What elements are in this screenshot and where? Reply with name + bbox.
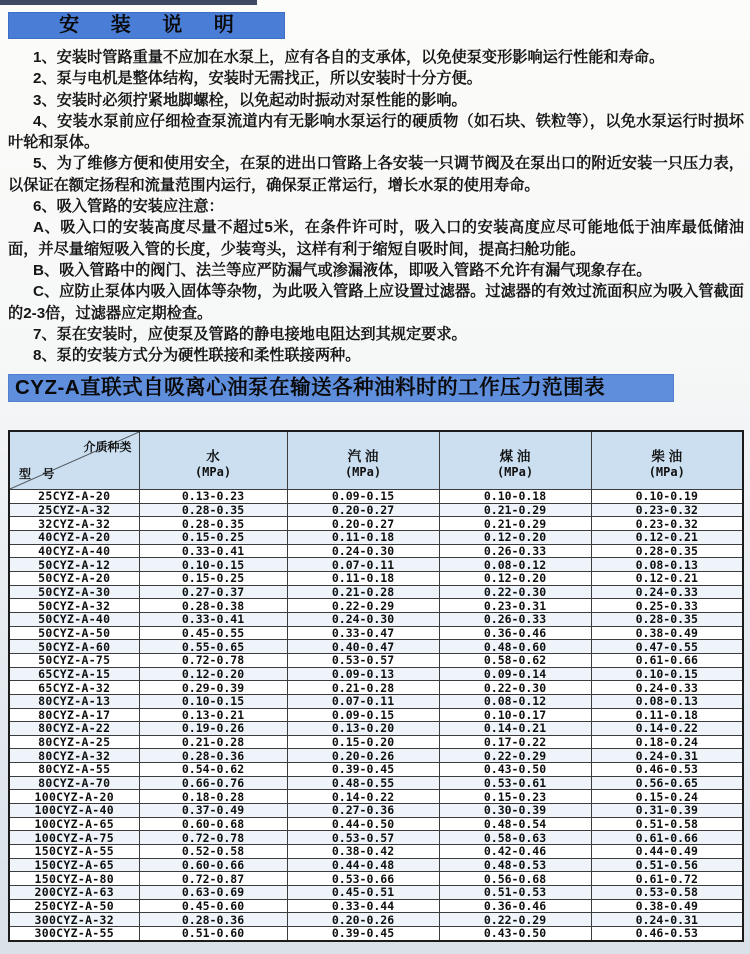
diesel-cell: 0.18-0.24	[591, 735, 743, 749]
water-cell: 0.21-0.28	[139, 735, 287, 749]
kerosene-cell: 0.48-0.54	[439, 817, 591, 831]
instruction-item: 2、泵与电机是整体结构，安装时无需找正，所以安装时十分方便。	[33, 70, 482, 88]
table-row	[9, 653, 743, 667]
kerosene-cell: 0.53-0.61	[439, 776, 591, 790]
model-cell: 40CYZ-A-40	[9, 544, 139, 558]
kerosene-cell: 0.58-0.62	[439, 653, 591, 667]
diesel-cell: 0.24-0.33	[591, 681, 743, 695]
model-cell: 200CYZ-A-63	[9, 886, 139, 900]
gasoline-cell: 0.15-0.20	[287, 735, 439, 749]
diesel-cell: 0.44-0.49	[591, 845, 743, 859]
kerosene-cell: 0.17-0.22	[439, 735, 591, 749]
table-row	[9, 722, 743, 736]
gasoline-cell: 0.13-0.20	[287, 722, 439, 736]
gasoline-column-header: 汽 油 (MPa)	[287, 431, 439, 490]
instruction-item: 1、安装时管路重量不应加在水泵上，应有各自的支承体，以免使泵变形影响运行性能和寿命。	[33, 49, 665, 66]
kerosene-cell: 0.12-0.20	[439, 530, 591, 544]
table-title-banner	[8, 374, 674, 402]
diesel-cell: 0.14-0.22	[591, 722, 743, 736]
kerosene-cell: 0.08-0.12	[439, 694, 591, 708]
kerosene-cell: 0.43-0.50	[439, 763, 591, 777]
model-cell: 100CYZ-A-65	[9, 817, 139, 831]
model-cell: 80CYZ-A-22	[9, 722, 139, 736]
gasoline-cell: 0.14-0.22	[287, 790, 439, 804]
water-cell: 0.19-0.26	[139, 722, 287, 736]
water-cell: 0.10-0.15	[139, 694, 287, 708]
installation-instructions	[8, 47, 744, 366]
model-cell: 80CYZ-A-70	[9, 776, 139, 790]
section-title-bar	[8, 12, 285, 39]
water-cell: 0.52-0.58	[139, 845, 287, 859]
model-cell: 65CYZ-A-15	[9, 667, 139, 681]
diesel-cell: 0.24-0.33	[591, 585, 743, 599]
gasoline-cell: 0.07-0.11	[287, 558, 439, 572]
table-row	[9, 612, 743, 626]
kerosene-cell: 0.09-0.14	[439, 667, 591, 681]
diesel-cell: 0.38-0.49	[591, 899, 743, 913]
kerosene-cell: 0.23-0.31	[439, 599, 591, 613]
kerosene-cell: 0.14-0.21	[439, 722, 591, 736]
scan-edge-strip	[0, 0, 257, 5]
diesel-cell: 0.08-0.13	[591, 558, 743, 572]
water-cell: 0.18-0.28	[139, 790, 287, 804]
diesel-cell: 0.23-0.32	[591, 517, 743, 531]
water-cell: 0.60-0.68	[139, 817, 287, 831]
water-cell: 0.27-0.37	[139, 585, 287, 599]
table-row	[9, 544, 743, 558]
model-cell: 40CYZ-A-20	[9, 530, 139, 544]
diesel-cell: 0.08-0.13	[591, 694, 743, 708]
model-cell: 50CYZ-A-20	[9, 571, 139, 585]
model-cell: 50CYZ-A-30	[9, 585, 139, 599]
instruction-item: 5、为了维修方便和使用安全，在泵的进出口管路上各安装一只调节阀及在泵出口的附近安装一只压力表，以保证在额定扬程和流量范围内运行，确保泵正常运行，增长水泵的使用寿命。	[8, 155, 744, 194]
gasoline-cell: 0.09-0.15	[287, 708, 439, 722]
water-cell: 0.29-0.39	[139, 681, 287, 695]
corner-header-cell	[9, 431, 139, 490]
model-cell: 32CYZ-A-32	[9, 517, 139, 531]
water-cell: 0.13-0.23	[139, 490, 287, 504]
table-row	[9, 790, 743, 804]
water-cell: 0.33-0.41	[139, 612, 287, 626]
model-cell: 50CYZ-A-50	[9, 626, 139, 640]
diesel-cell: 0.51-0.58	[591, 817, 743, 831]
instruction-item: A、吸入口的安装高度尽量不超过5米，在条件许可时，吸入口的安装高度应尽可能地低于油库最低储油面，并尽量缩短吸入管的长度，少装弯头，这样有利于缩短自吸时间，提高扫舱功能。	[8, 219, 744, 258]
gasoline-cell: 0.53-0.66	[287, 872, 439, 886]
diesel-cell: 0.56-0.65	[591, 776, 743, 790]
diesel-column-header: 柴 油 (MPa)	[591, 431, 743, 490]
model-cell: 80CYZ-A-13	[9, 694, 139, 708]
kerosene-cell: 0.22-0.29	[439, 913, 591, 927]
table-row	[9, 530, 743, 544]
diesel-cell: 0.38-0.49	[591, 626, 743, 640]
model-cell: 300CYZ-A-55	[9, 927, 139, 941]
table-row	[9, 831, 743, 845]
model-cell: 80CYZ-A-17	[9, 708, 139, 722]
diesel-cell: 0.47-0.55	[591, 640, 743, 654]
instruction-item: 6、吸入管路的安装应注意：	[33, 198, 224, 216]
table-row	[9, 872, 743, 886]
water-cell: 0.72-0.87	[139, 872, 287, 886]
gasoline-cell: 0.20-0.27	[287, 503, 439, 517]
gasoline-cell: 0.39-0.45	[287, 927, 439, 941]
gasoline-cell: 0.45-0.51	[287, 886, 439, 900]
water-cell: 0.28-0.38	[139, 599, 287, 613]
instruction-item: 3、安装时必须拧紧地脚螺栓，以免起动时振动对泵性能的影响。	[33, 91, 467, 109]
model-cell: 50CYZ-A-40	[9, 612, 139, 626]
table-row	[9, 503, 743, 517]
kerosene-cell: 0.12-0.20	[439, 571, 591, 585]
gasoline-cell: 0.44-0.50	[287, 817, 439, 831]
diesel-cell: 0.28-0.35	[591, 612, 743, 626]
table-row	[9, 558, 743, 572]
model-cell: 80CYZ-A-25	[9, 735, 139, 749]
water-cell: 0.15-0.25	[139, 571, 287, 585]
model-cell: 150CYZ-A-55	[9, 845, 139, 859]
kerosene-cell: 0.22-0.30	[439, 681, 591, 695]
gasoline-cell: 0.21-0.28	[287, 585, 439, 599]
gasoline-cell: 0.20-0.26	[287, 913, 439, 927]
diesel-cell: 0.11-0.18	[591, 708, 743, 722]
gasoline-cell: 0.38-0.42	[287, 845, 439, 859]
water-cell: 0.13-0.21	[139, 708, 287, 722]
model-label: 型 号	[19, 467, 59, 481]
water-cell: 0.28-0.36	[139, 913, 287, 927]
table-header-row	[9, 431, 743, 490]
pressure-table-body	[9, 490, 743, 941]
model-cell: 50CYZ-A-60	[9, 640, 139, 654]
model-cell: 100CYZ-A-75	[9, 831, 139, 845]
diesel-cell: 0.53-0.58	[591, 886, 743, 900]
gasoline-cell: 0.20-0.27	[287, 517, 439, 531]
table-row	[9, 899, 743, 913]
kerosene-cell: 0.10-0.17	[439, 708, 591, 722]
gasoline-cell: 0.53-0.57	[287, 831, 439, 845]
table-row	[9, 886, 743, 900]
kerosene-cell: 0.26-0.33	[439, 612, 591, 626]
diesel-cell: 0.24-0.31	[591, 913, 743, 927]
water-cell: 0.72-0.78	[139, 831, 287, 845]
table-row	[9, 694, 743, 708]
table-row	[9, 681, 743, 695]
water-cell: 0.28-0.35	[139, 503, 287, 517]
kerosene-cell: 0.22-0.30	[439, 585, 591, 599]
diesel-cell: 0.46-0.53	[591, 927, 743, 941]
instruction-item: 7、泵在安装时，应使泵及管路的静电接地电阻达到其规定要求。	[33, 325, 467, 343]
table-row	[9, 845, 743, 859]
model-cell: 300CYZ-A-32	[9, 913, 139, 927]
instruction-item: C、应防止泵体内吸入固体等杂物，为此吸入管路上应设置过滤器。过滤器的有效过流面积应为吸入管截面的2-3倍，过滤器应定期检查。	[8, 283, 744, 322]
kerosene-cell: 0.21-0.29	[439, 517, 591, 531]
water-cell: 0.55-0.65	[139, 640, 287, 654]
kerosene-cell: 0.21-0.29	[439, 503, 591, 517]
model-cell: 25CYZ-A-20	[9, 490, 139, 504]
gasoline-cell: 0.53-0.57	[287, 653, 439, 667]
diesel-cell: 0.31-0.39	[591, 804, 743, 818]
instruction-item: 8、泵的安装方式分为硬性联接和柔性联接两种。	[33, 347, 361, 365]
water-cell: 0.45-0.60	[139, 899, 287, 913]
diesel-cell: 0.12-0.21	[591, 530, 743, 544]
kerosene-column-header: 煤 油 (MPa)	[439, 431, 591, 490]
kerosene-cell: 0.48-0.60	[439, 640, 591, 654]
table-row	[9, 517, 743, 531]
water-cell: 0.45-0.55	[139, 626, 287, 640]
diesel-cell: 0.28-0.35	[591, 544, 743, 558]
diesel-cell: 0.24-0.31	[591, 749, 743, 763]
gasoline-cell: 0.44-0.48	[287, 858, 439, 872]
model-cell: 80CYZ-A-32	[9, 749, 139, 763]
kerosene-cell: 0.51-0.53	[439, 886, 591, 900]
table-row	[9, 913, 743, 927]
water-cell: 0.28-0.36	[139, 749, 287, 763]
section-title: 安 装 说 明	[59, 14, 247, 36]
model-cell: 25CYZ-A-32	[9, 503, 139, 517]
gasoline-cell: 0.40-0.47	[287, 640, 439, 654]
model-cell: 50CYZ-A-32	[9, 599, 139, 613]
kerosene-cell: 0.10-0.18	[439, 490, 591, 504]
diesel-cell: 0.51-0.56	[591, 858, 743, 872]
gasoline-cell: 0.48-0.55	[287, 776, 439, 790]
kerosene-cell: 0.58-0.63	[439, 831, 591, 845]
water-cell: 0.10-0.15	[139, 558, 287, 572]
gasoline-cell: 0.24-0.30	[287, 612, 439, 626]
table-row	[9, 804, 743, 818]
table-row	[9, 571, 743, 585]
water-cell: 0.37-0.49	[139, 804, 287, 818]
media-type-label: 介质种类	[83, 440, 132, 454]
gasoline-cell: 0.11-0.18	[287, 571, 439, 585]
gasoline-cell: 0.33-0.44	[287, 899, 439, 913]
table-row	[9, 599, 743, 613]
diesel-cell: 0.12-0.21	[591, 571, 743, 585]
kerosene-cell: 0.30-0.39	[439, 804, 591, 818]
gasoline-cell: 0.24-0.30	[287, 544, 439, 558]
kerosene-cell: 0.15-0.23	[439, 790, 591, 804]
kerosene-cell: 0.22-0.29	[439, 749, 591, 763]
diesel-cell: 0.61-0.72	[591, 872, 743, 886]
instruction-item: 4、安装水泵前应仔细检查泵流道内有无影响水泵运行的硬质物（如石块、铁粒等），以免水泵运行时损坏叶轮和泵体。	[8, 112, 744, 152]
table-row	[9, 858, 743, 872]
water-cell: 0.60-0.66	[139, 858, 287, 872]
water-cell: 0.63-0.69	[139, 886, 287, 900]
diesel-cell: 0.61-0.66	[591, 831, 743, 845]
model-cell: 50CYZ-A-75	[9, 653, 139, 667]
table-row	[9, 640, 743, 654]
water-cell: 0.12-0.20	[139, 667, 287, 681]
model-cell: 80CYZ-A-55	[9, 763, 139, 777]
gasoline-cell: 0.20-0.26	[287, 749, 439, 763]
diesel-cell: 0.61-0.66	[591, 653, 743, 667]
gasoline-cell: 0.22-0.29	[287, 599, 439, 613]
kerosene-cell: 0.08-0.12	[439, 558, 591, 572]
water-cell: 0.33-0.41	[139, 544, 287, 558]
table-row	[9, 626, 743, 640]
water-cell: 0.51-0.60	[139, 927, 287, 941]
water-cell: 0.54-0.62	[139, 763, 287, 777]
table-title: CYZ-A直联式自吸离心油泵在输送各种油料时的工作压力范围表	[15, 376, 606, 399]
model-cell: 150CYZ-A-80	[9, 872, 139, 886]
gasoline-cell: 0.09-0.15	[287, 490, 439, 504]
water-cell: 0.28-0.35	[139, 517, 287, 531]
kerosene-cell: 0.56-0.68	[439, 872, 591, 886]
gasoline-cell: 0.09-0.13	[287, 667, 439, 681]
water-column-header: 水 (MPa)	[139, 431, 287, 490]
kerosene-cell: 0.26-0.33	[439, 544, 591, 558]
gasoline-cell: 0.21-0.28	[287, 681, 439, 695]
gasoline-cell: 0.11-0.18	[287, 530, 439, 544]
table-row	[9, 490, 743, 504]
table-row	[9, 817, 743, 831]
table-row	[9, 708, 743, 722]
table-row	[9, 749, 743, 763]
table-row	[9, 763, 743, 777]
model-cell: 250CYZ-A-50	[9, 899, 139, 913]
water-cell: 0.72-0.78	[139, 653, 287, 667]
model-cell: 100CYZ-A-40	[9, 804, 139, 818]
gasoline-cell: 0.07-0.11	[287, 694, 439, 708]
table-row	[9, 585, 743, 599]
model-cell: 150CYZ-A-65	[9, 858, 139, 872]
diesel-cell: 0.15-0.24	[591, 790, 743, 804]
table-row	[9, 927, 743, 941]
kerosene-cell: 0.36-0.46	[439, 626, 591, 640]
diesel-cell: 0.23-0.32	[591, 503, 743, 517]
table-row	[9, 735, 743, 749]
water-cell: 0.15-0.25	[139, 530, 287, 544]
kerosene-cell: 0.48-0.53	[439, 858, 591, 872]
table-row	[9, 776, 743, 790]
model-cell: 65CYZ-A-32	[9, 681, 139, 695]
kerosene-cell: 0.43-0.50	[439, 927, 591, 941]
diesel-cell: 0.10-0.15	[591, 667, 743, 681]
gasoline-cell: 0.39-0.45	[287, 763, 439, 777]
kerosene-cell: 0.36-0.46	[439, 899, 591, 913]
diesel-cell: 0.10-0.19	[591, 490, 743, 504]
model-cell: 100CYZ-A-20	[9, 790, 139, 804]
water-cell: 0.66-0.76	[139, 776, 287, 790]
model-cell: 50CYZ-A-12	[9, 558, 139, 572]
diesel-cell: 0.46-0.53	[591, 763, 743, 777]
table-row	[9, 667, 743, 681]
pressure-range-table	[8, 430, 744, 942]
kerosene-cell: 0.42-0.46	[439, 845, 591, 859]
diesel-cell: 0.25-0.33	[591, 599, 743, 613]
instruction-item: B、吸入管路中的阀门、法兰等应严防漏气或渗漏液体，即吸入管路不允许有漏气现象存在。	[33, 261, 652, 279]
gasoline-cell: 0.33-0.47	[287, 626, 439, 640]
gasoline-cell: 0.27-0.36	[287, 804, 439, 818]
